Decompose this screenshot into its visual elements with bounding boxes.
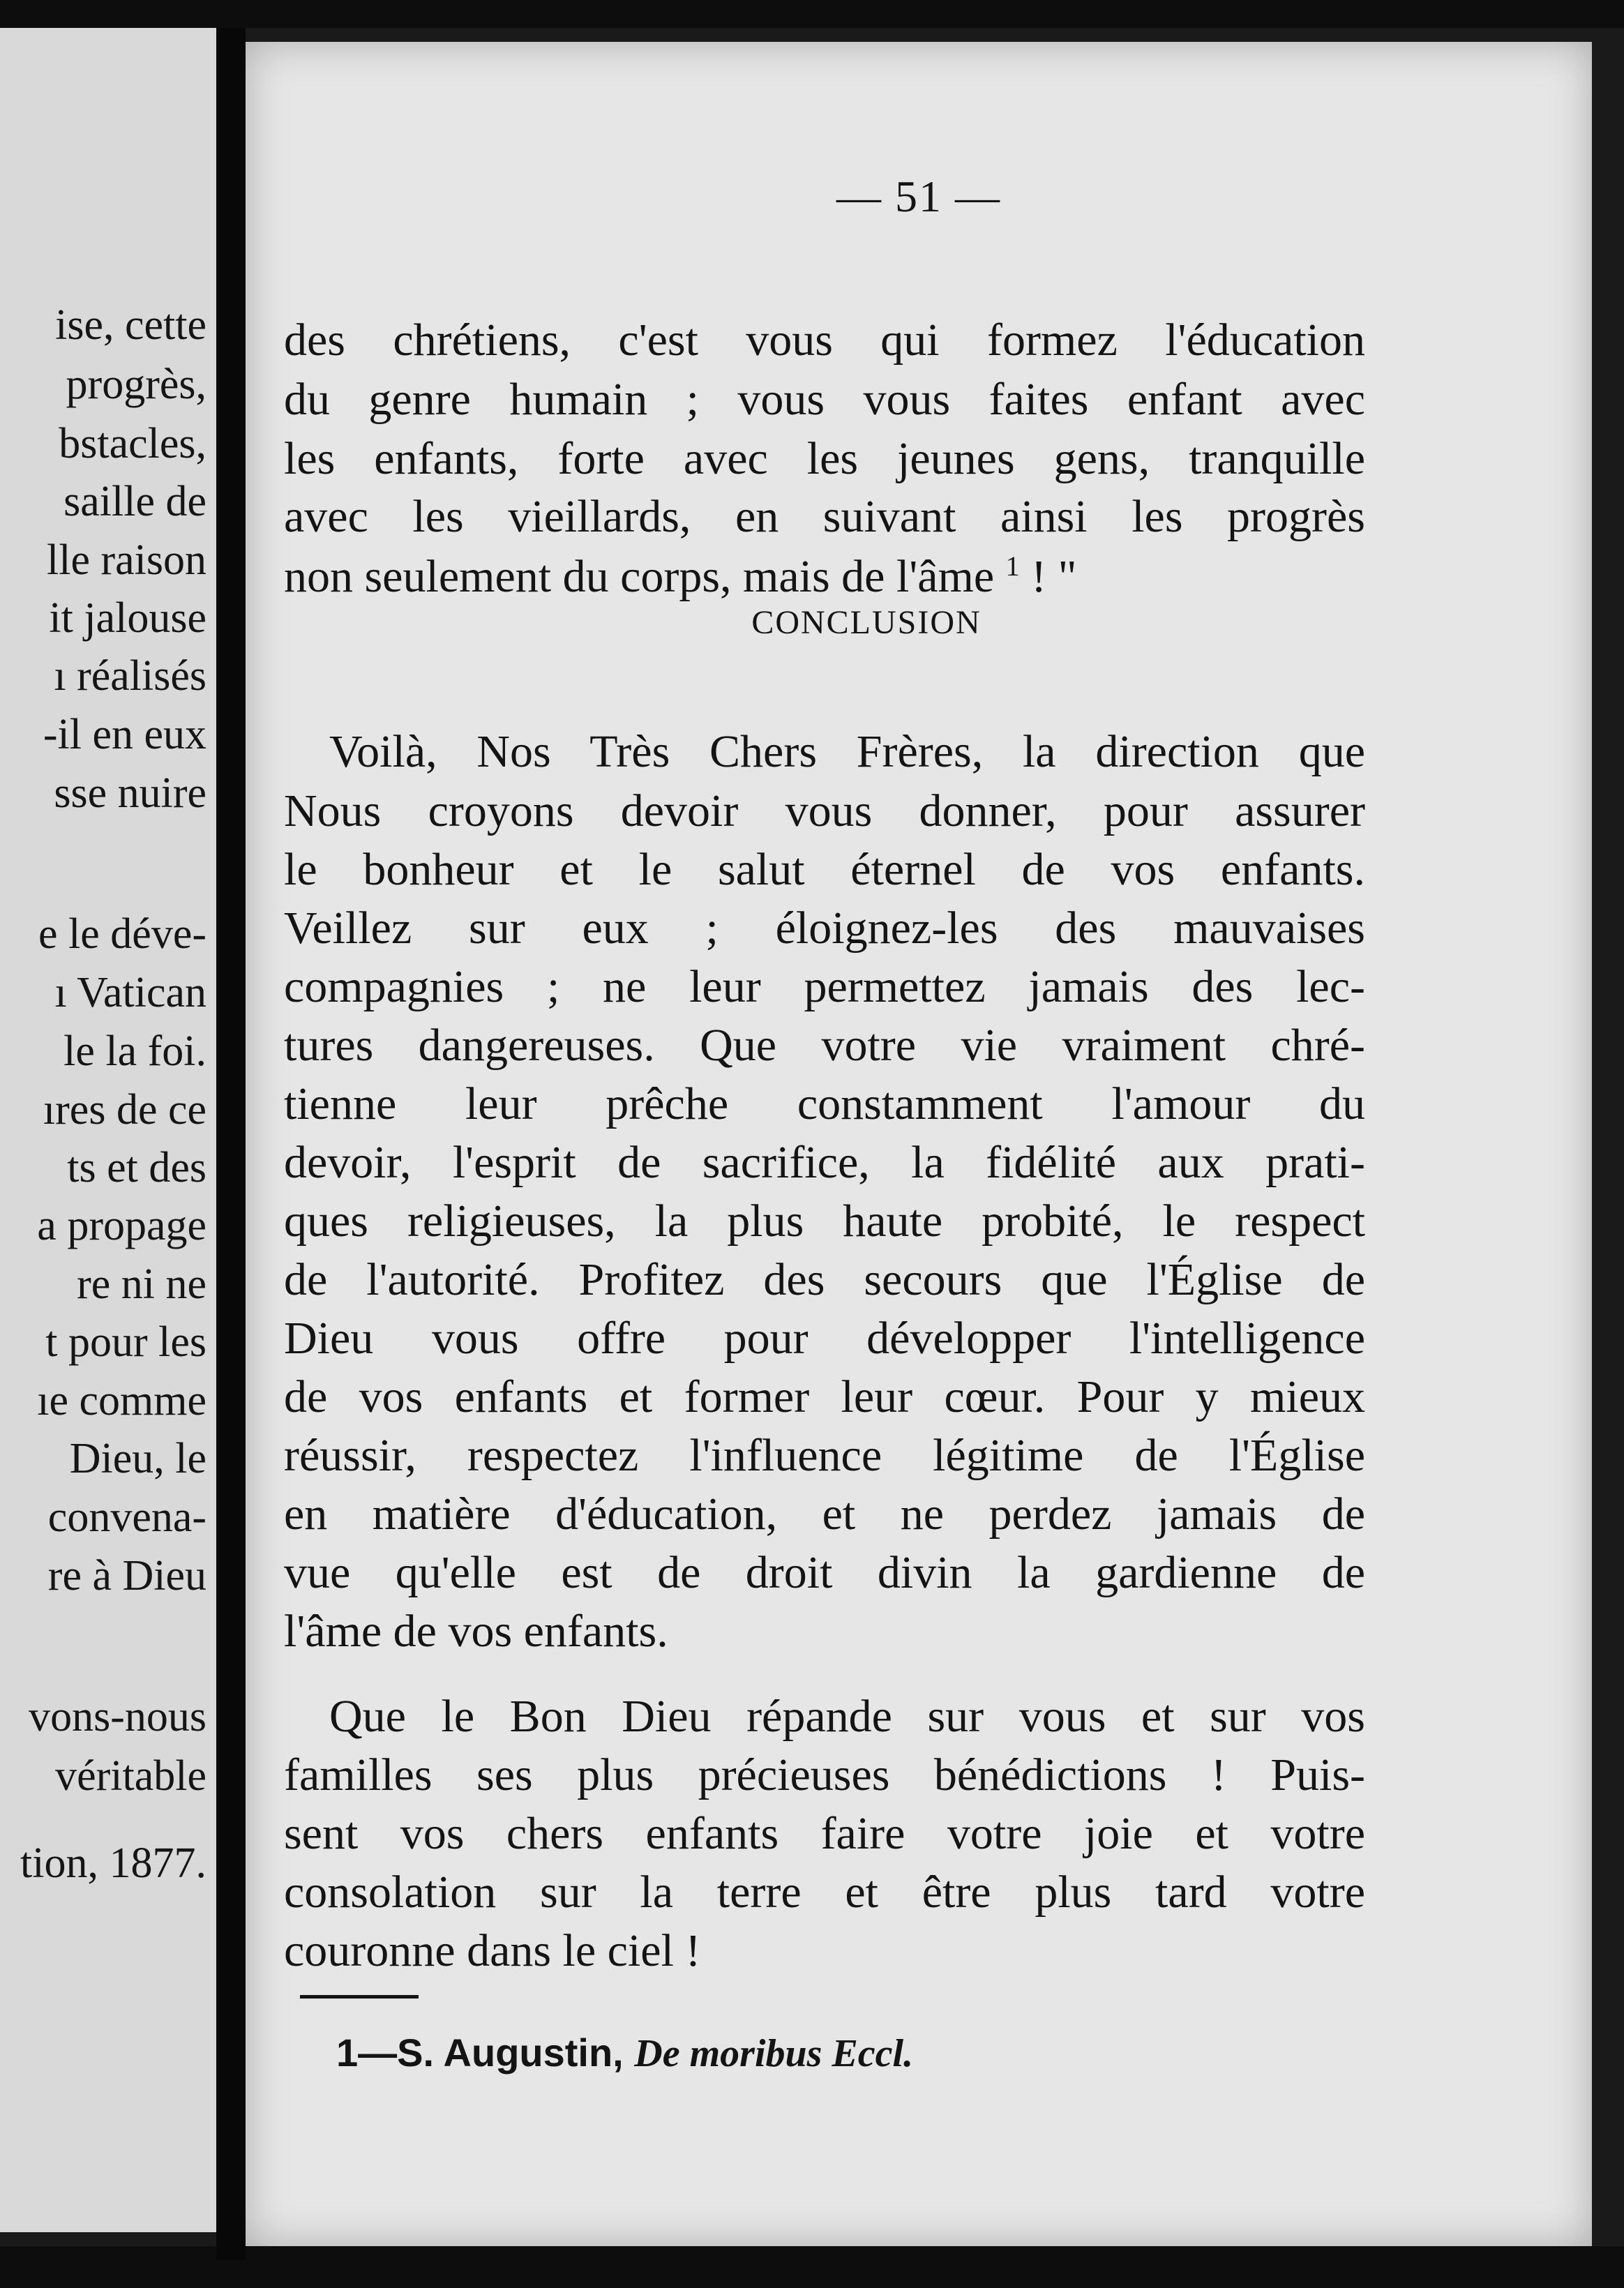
text-line: consolation sur la terre et être plus tard votre	[284, 1867, 1365, 1918]
text-line: du genre humain ; vous vous faites enfant avec	[284, 374, 1365, 425]
left-page-line: vons-nous	[29, 1693, 206, 1740]
left-page-line: convena-	[47, 1493, 206, 1541]
left-page-line: ıres de ce	[43, 1086, 206, 1134]
left-page-line: le la foi.	[63, 1028, 206, 1075]
text-line: tures dangereuses. Que votre vie vraiment chré-	[284, 1020, 1365, 1071]
text-line: familles ses plus précieuses bénédictions ! Puis-	[284, 1749, 1365, 1800]
text-fragment: non seulement du corps, mais de l'âme	[284, 551, 995, 602]
footnote-author: S. Augustin,	[397, 2031, 635, 2075]
left-page-line: saille de	[63, 478, 206, 525]
left-page-line: Dieu, le	[69, 1435, 206, 1482]
text-line: les enfants, forte avec les jeunes gens, tranquille	[284, 433, 1365, 484]
text-line: sent vos chers enfants faire votre joie et votre	[284, 1808, 1365, 1859]
left-page-line: progrès,	[66, 361, 206, 408]
book-page	[246, 42, 1592, 2246]
left-page-line: bstacles,	[59, 420, 206, 467]
text-fragment: ! "	[1019, 551, 1077, 602]
footnote	[336, 2030, 913, 2076]
text-line	[284, 552, 1365, 600]
left-page-line: a propage	[37, 1202, 206, 1249]
left-page-line: lle raison	[47, 536, 206, 584]
footnote-work-title: De moribus Eccl.	[634, 2032, 914, 2075]
footnote-reference: 1	[1005, 550, 1020, 582]
left-page-line: tion, 1877.	[20, 1839, 206, 1887]
text-line: compagnies ; ne leur permettez jamais des lec-	[284, 961, 1365, 1012]
text-line: avec les vieillards, en suivant ainsi les progrès	[284, 491, 1365, 542]
left-page-line: ise, cette	[55, 301, 206, 349]
text-line: couronne dans le ciel !	[284, 1925, 701, 1976]
left-page-line: ı Vatican	[54, 969, 206, 1016]
left-page-line: e le déve-	[38, 910, 206, 958]
left-page-line: ı réalisés	[54, 652, 206, 700]
text-line: Que le Bon Dieu répande sur vous et sur vos	[329, 1691, 1365, 1742]
scan-top-edge	[0, 0, 1624, 28]
text-line: de l'autorité. Profitez des secours que l'Église de	[284, 1254, 1365, 1305]
page-number: — 51 —	[836, 172, 1001, 221]
left-page-line: re ni ne	[77, 1260, 206, 1308]
left-page-line: ts et des	[67, 1144, 206, 1191]
footnote-number: 1—	[336, 2031, 398, 2075]
text-line: tienne leur prêche constamment l'amour du	[284, 1078, 1365, 1129]
left-page-line: t pour les	[45, 1318, 206, 1366]
text-line: devoir, l'esprit de sacrifice, la fidélité aux prati-	[284, 1137, 1365, 1188]
left-page-line: it jalouse	[49, 594, 206, 642]
text-line: Nous croyons devoir vous donner, pour assurer	[284, 785, 1365, 836]
text-line: le bonheur et le salut éternel de vos enfants.	[284, 844, 1365, 895]
left-page-line: -il en eux	[43, 711, 206, 758]
footnote-rule	[300, 1995, 419, 1999]
left-page-line: re à Dieu	[47, 1552, 206, 1600]
text-line: Veillez sur eux ; éloignez-les des mauvaises	[284, 903, 1365, 954]
text-line: réussir, respectez l'influence légitime de l'Église	[284, 1430, 1365, 1481]
text-line: en matière d'éducation, et ne perdez jamais de	[284, 1489, 1365, 1540]
text-line: Dieu vous offre pour développer l'intelligence	[284, 1313, 1365, 1364]
text-line: Voilà, Nos Très Chers Frères, la direction que	[329, 726, 1365, 777]
left-page-line: véritable	[55, 1752, 206, 1800]
text-line: des chrétiens, c'est vous qui formez l'éducation	[284, 315, 1365, 366]
text-line: ques religieuses, la plus haute probité, le respect	[284, 1196, 1365, 1247]
left-page-line: sse nuire	[54, 769, 206, 817]
left-page-line: ıe comme	[37, 1377, 206, 1424]
book-gutter	[216, 28, 246, 2260]
text-line: de vos enfants et former leur cœur. Pour y mieux	[284, 1371, 1365, 1422]
text-line: l'âme de vos enfants.	[284, 1606, 668, 1657]
left-facing-page	[0, 28, 216, 2232]
section-heading: CONCLUSION	[751, 604, 982, 641]
text-line: vue qu'elle est de droit divin la gardienne de	[284, 1547, 1365, 1598]
